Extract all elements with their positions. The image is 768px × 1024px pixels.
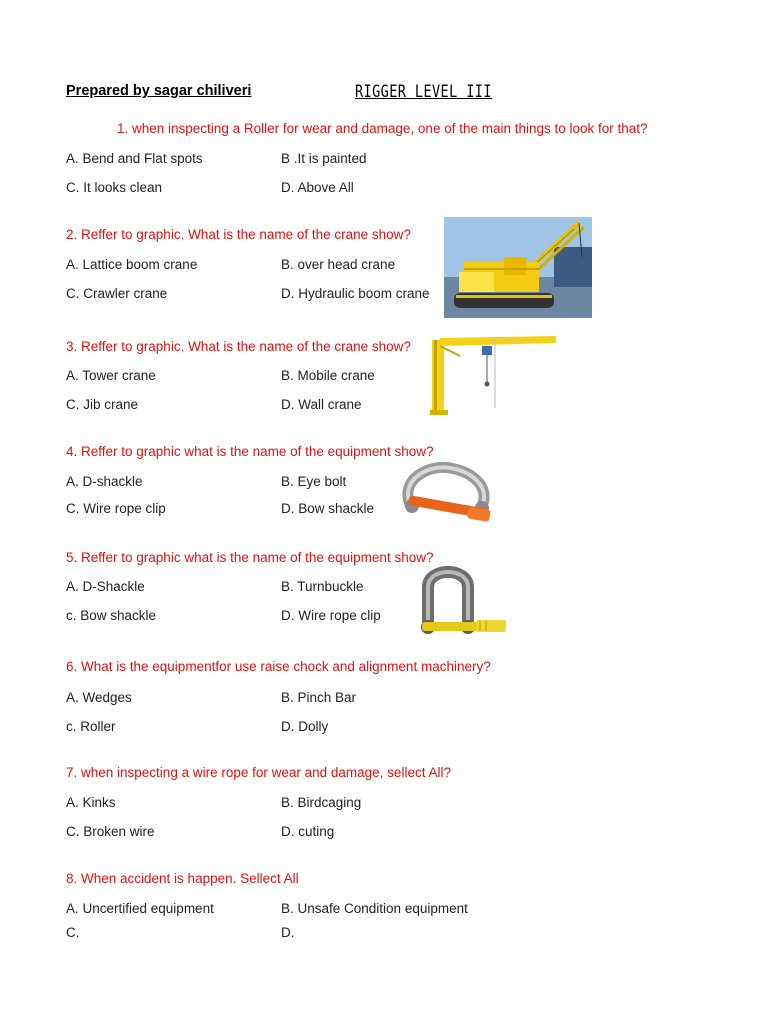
question-4-option-c: C. Wire rope clip: [66, 501, 166, 516]
question-7-option-a: A. Kinks: [66, 795, 116, 810]
d-shackle-image: [416, 565, 514, 637]
question-3-option-a: A. Tower crane: [66, 368, 156, 383]
question-8-option-c: C.: [66, 925, 80, 940]
question-1-option-c: C. It looks clean: [66, 180, 163, 195]
question-7-option-d: D. cuting: [281, 824, 335, 839]
question-8-option-a: A. Uncertified equipment: [66, 901, 214, 916]
jib-crane-image: [430, 334, 560, 416]
question-2-option-a: A. Lattice boom crane: [66, 257, 198, 272]
question-1-option-b: B .It is painted: [281, 151, 367, 166]
question-4-option-d: D. Bow shackle: [281, 501, 375, 516]
question-7-option-b: B. Birdcaging: [281, 795, 362, 810]
question-1-option-a: A. Bend and Flat spots: [66, 151, 203, 166]
question-4-option-a: A. D-shackle: [66, 474, 143, 489]
question-1-text: 1. when inspecting a Roller for wear and damage, one of the main things to look for that?: [117, 121, 648, 136]
question-8-text: 8. When accident is happen. Sellect All: [66, 871, 299, 886]
question-7-text: 7. when inspecting a wire rope for wear and damage, sellect All?: [66, 765, 451, 780]
bow-shackle-image: [398, 462, 496, 526]
question-6-option-a: A. Wedges: [66, 690, 132, 705]
question-6-text: 6. What is the equipmentfor use raise chock and alignment machinery?: [66, 659, 491, 674]
question-2-text: 2. Reffer to graphic. What is the name of the crane show?: [66, 227, 411, 242]
question-2-option-b: B. over head crane: [281, 257, 396, 272]
question-8-option-b: B. Unsafe Condition equipment: [281, 901, 468, 916]
question-3-option-c: C. Jib crane: [66, 397, 139, 412]
question-5-text: 5. Reffer to graphic what is the name of the equipment show?: [66, 550, 434, 565]
question-5-option-c: c. Bow shackle: [66, 608, 157, 623]
question-6-option-b: B. Pinch Bar: [281, 690, 357, 705]
question-1-option-d: D. Above All: [281, 180, 354, 195]
question-6-option-d: D. Dolly: [281, 719, 329, 734]
question-2-option-c: C. Crawler crane: [66, 286, 168, 301]
question-7-option-c: C. Broken wire: [66, 824, 155, 839]
question-8-option-d: D.: [281, 925, 295, 940]
crawler-crane-image: [444, 217, 592, 318]
question-2-option-d: D. Hydraulic boom crane: [281, 286, 430, 301]
document-title: RIGGER LEVEL III: [355, 82, 492, 101]
question-5-option-a: A. D-Shackle: [66, 579, 145, 594]
question-6-option-c: c. Roller: [66, 719, 116, 734]
question-4-option-b: B. Eye bolt: [281, 474, 347, 489]
author-line: Prepared by sagar chiliveri: [66, 83, 252, 99]
question-3-option-d: D. Wall crane: [281, 397, 362, 412]
question-5-option-d: D. Wire rope clip: [281, 608, 381, 623]
question-4-text: 4. Reffer to graphic what is the name of the equipment show?: [66, 444, 434, 459]
question-5-option-b: B. Turnbuckle: [281, 579, 364, 594]
question-3-option-b: B. Mobile crane: [281, 368, 375, 383]
question-3-text: 3. Reffer to graphic. What is the name of the crane show?: [66, 339, 411, 354]
